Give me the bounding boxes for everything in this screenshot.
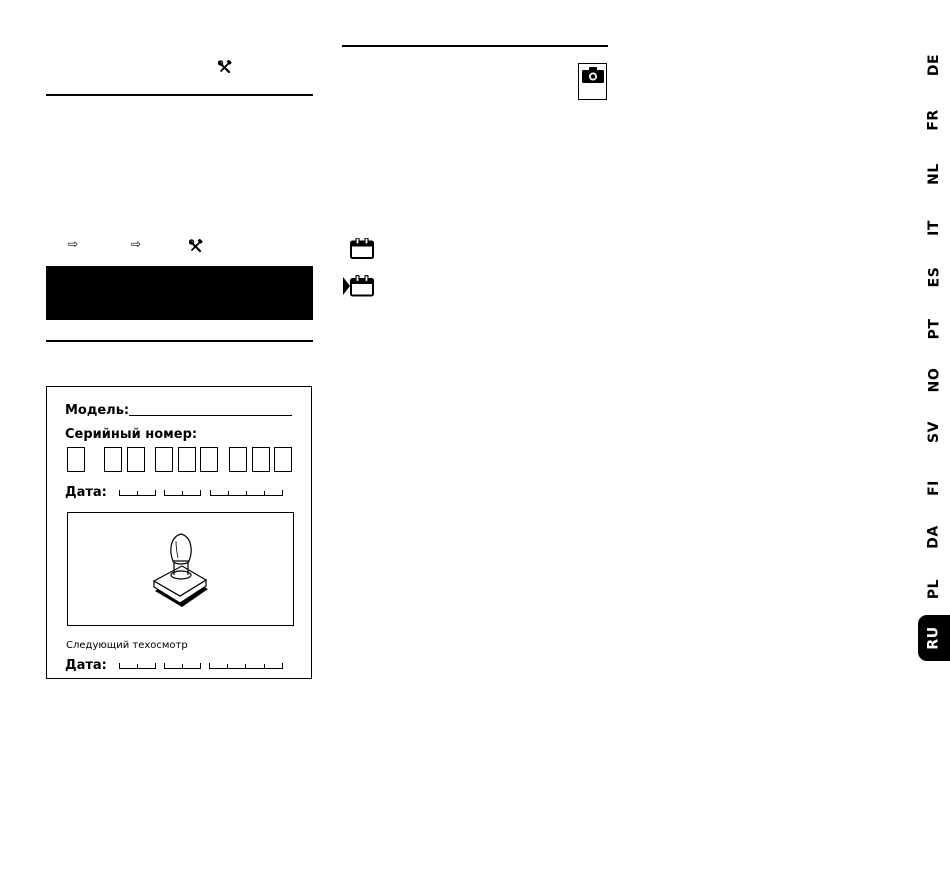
lang-tab-fr[interactable] <box>918 97 950 143</box>
calendar-icon <box>350 238 374 259</box>
lang-tab-it[interactable] <box>918 205 950 251</box>
date-label: Дата: <box>65 485 107 500</box>
serial-digit-box[interactable] <box>104 447 122 472</box>
date-tick <box>246 491 247 496</box>
rubber-stamp-icon <box>152 531 210 609</box>
lang-tab-label: PL <box>926 578 942 600</box>
lang-tab-no[interactable] <box>918 357 950 403</box>
date-year-segment[interactable] <box>209 663 283 669</box>
camera-tile <box>578 63 607 100</box>
lang-tab-label: PT <box>926 318 942 340</box>
model-field[interactable] <box>129 415 292 416</box>
date-tick <box>264 491 265 496</box>
lang-tab-pl[interactable] <box>918 566 950 612</box>
lang-tab-nl[interactable] <box>918 151 950 197</box>
serial-digit-box[interactable] <box>274 447 292 472</box>
section-divider-bottom <box>46 340 313 342</box>
next-service-label: Следующий техосмотр <box>66 640 188 651</box>
date-tick <box>182 491 183 496</box>
next-date-label: Дата: <box>65 658 107 673</box>
lang-tab-label: SV <box>925 421 942 443</box>
date-tick <box>227 664 228 669</box>
lang-tab-label: RU <box>926 626 942 650</box>
tools-icon <box>218 60 232 74</box>
stamp-area <box>67 512 294 626</box>
lang-tab-de[interactable] <box>918 42 950 88</box>
camera-icon <box>582 67 604 83</box>
serial-digit-box[interactable] <box>252 447 270 472</box>
serial-digit-box[interactable] <box>127 447 145 472</box>
lang-tab-ru[interactable] <box>918 615 950 661</box>
lang-tab-sv[interactable] <box>918 409 950 455</box>
lang-tab-label: IT <box>925 220 942 236</box>
date-tick <box>245 664 246 669</box>
warranty-card <box>46 386 312 679</box>
lang-tab-label: DA <box>926 525 942 549</box>
serial-digit-box[interactable] <box>155 447 173 472</box>
lang-tab-fi[interactable] <box>918 465 950 511</box>
tools-icon <box>189 239 203 253</box>
lang-tab-pt[interactable] <box>918 306 950 352</box>
date-tick <box>137 491 138 496</box>
lang-tab-label: ES <box>926 266 942 288</box>
serial-label: Серийный номер: <box>65 427 198 442</box>
section-divider-middle <box>342 45 608 47</box>
black-banner <box>46 266 313 320</box>
model-label: Модель: <box>65 403 130 418</box>
serial-digit-box[interactable] <box>229 447 247 472</box>
lang-tab-label: FR <box>926 109 942 131</box>
arrow-right-icon: ⇨ <box>68 237 79 251</box>
arrow-right-icon: ⇨ <box>131 237 142 251</box>
lang-tab-label: DE <box>926 53 942 77</box>
serial-digit-box[interactable] <box>67 447 85 472</box>
calendar-play-icon <box>343 275 375 297</box>
serial-digit-box[interactable] <box>178 447 196 472</box>
date-tick <box>137 664 138 669</box>
lang-tab-label: FI <box>926 480 942 496</box>
serial-digit-box[interactable] <box>200 447 218 472</box>
date-tick <box>182 664 183 669</box>
lang-tab-label: NO <box>926 367 942 393</box>
lang-tab-es[interactable] <box>918 254 950 300</box>
lang-tab-da[interactable] <box>918 514 950 560</box>
lang-tab-label: NL <box>925 163 942 185</box>
section-divider-top <box>46 94 313 96</box>
date-tick <box>228 491 229 496</box>
date-tick <box>264 664 265 669</box>
